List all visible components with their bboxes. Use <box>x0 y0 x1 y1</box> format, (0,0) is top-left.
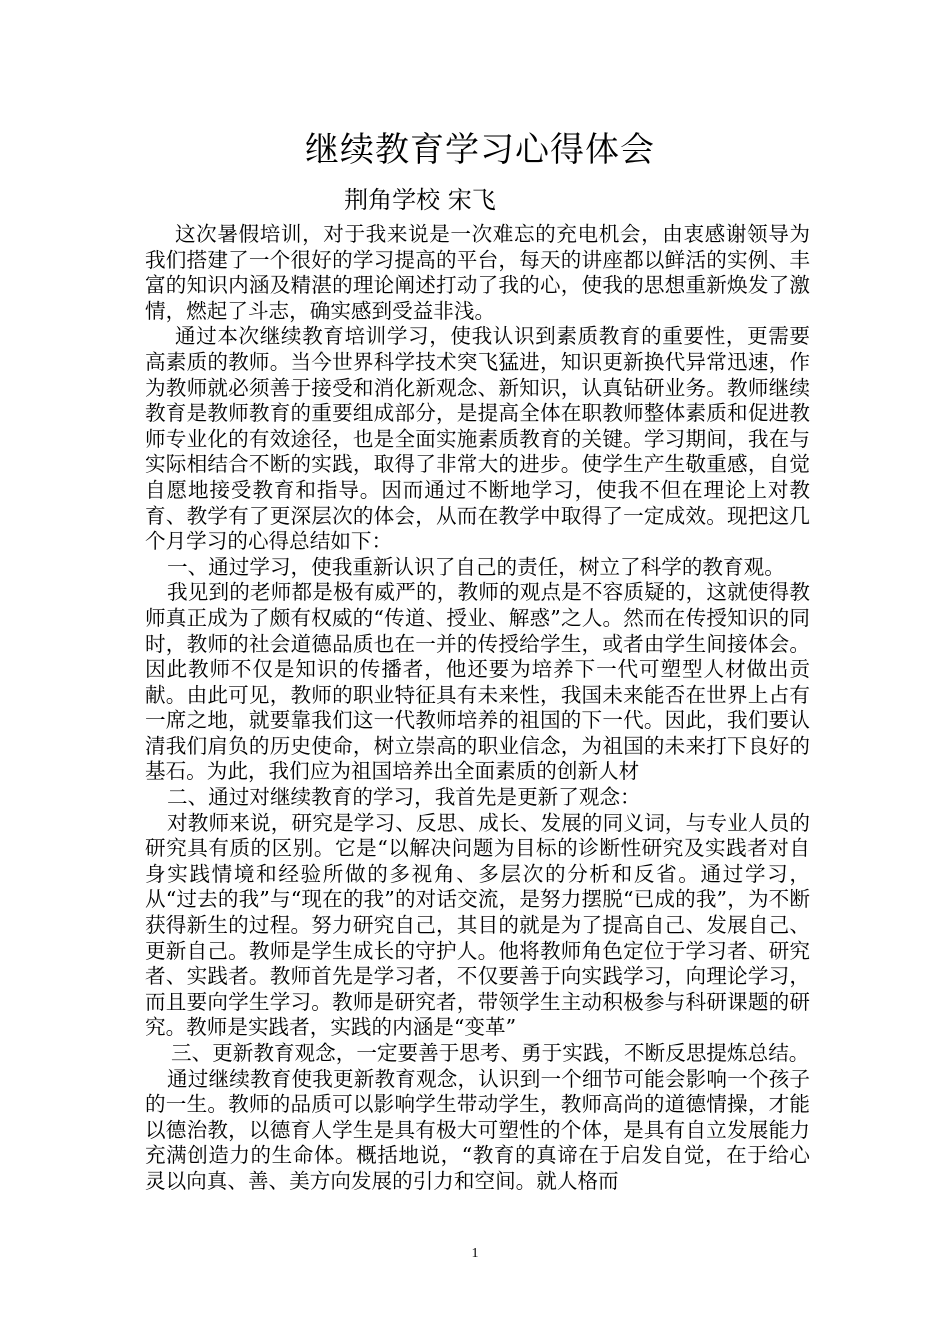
paragraph-section-three: 通过继续教育使我更新教育观念，认识到一个细节可能会影响一个孩子的一生。教师的品质可以影响学生带动学生，教师高尚的道德情操，才能以德治教，以德育人学生是具有极大可塑性的个体，是具有自立发展能力充满创造力的生命体。概括地说，“教育的真谛在于启发自觉，在于给心灵以向真、善、美方向发展的引力和空间。就人格而 <box>145 1066 810 1193</box>
paragraph-training: 通过本次继续教育培训学习，使我认识到素质教育的重要性，更需要高素质的教师。当今世界科学技术突飞猛进，知识更新换代异常迅速，作为教师就必须善于接受和消化新观念、新知识，认真钻研业务。教师继续教育是教师教育的重要组成部分，是提高全体在职教师整体素质和促进教师专业化的有效途径，也是全面实施素质教育的关键。学习期间，我在与实际相结合不断的实践，取得了非常大的进步。使学生产生敬重感，自觉自愿地接受教育和指导。因而通过不断地学习，使我不但在理论上对教育、教学有了更深层次的体会，从而在教学中取得了一定成效。现把这几个月学习的心得总结如下： <box>145 324 810 554</box>
document-title: 继续教育学习心得体会 <box>305 130 655 170</box>
paragraph-section-two: 对教师来说，研究是学习、反思、成长、发展的同义词，与专业人员的研究具有质的区别。它是“以解决问题为目标的诊断性研究及实践者对自身实践情境和经验所做的多视角、多层次的分析和反省。通过学习，从“过去的我”与“现在的我”的对话交流，是努力摆脱“已成的我”，为不断获得新生的过程。努力研究自己，其目的就是为了提高自己、发展自己、更新自己。教师是学生成长的守护人。他将教师角色定位于学习者、研究者、实践者。教师首先是学习者，不仅要善于向实践学习，向理论学习，而且要向学生学习。教师是研究者，带领学生主动积极参与科研课题的研究。教师是实践者，实践的内涵是“变革” <box>145 810 810 1040</box>
document-author: 荆角学校 宋飞 <box>344 186 496 214</box>
paragraph-intro: 这次暑假培训，对于我来说是一次难忘的充电机会，由衷感谢领导为我们搭建了一个很好的学习提高的平台，每天的讲座都以鲜活的实例、丰富的知识内涵及精湛的理论阐述打动了我的心，使我的思想重新焕发了激情，燃起了斗志，确实感到受益非浅。 <box>145 222 810 323</box>
section-heading-one: 一、通过学习，使我重新认识了自己的责任，树立了科学的教育观。 <box>167 554 785 579</box>
section-heading-two: 二、通过对继续教育的学习，我首先是更新了观念： <box>167 785 641 810</box>
paragraph-section-one: 我见到的老师都是极有威严的，教师的观点是不容质疑的，这就使得教师真正成为了颇有权威的“传道、授业、解惑”之人。然而在传授知识的同时，教师的社会道德品质也在一并的传授给学生，或者由学生间接体会。因此教师不仅是知识的传播者，他还要为培养下一代可塑型人材做出贡献。由此可见，教师的职业特征具有未来性，我国未来能否在世界上占有一席之地，就要靠我们这一代教师培养的祖国的下一代。因此，我们要认清我们肩负的历史使命，树立崇高的职业信念，为祖国的未来打下良好的基石。为此，我们应为祖国培养出全面素质的创新人材 <box>145 580 810 784</box>
section-heading-three: 三、更新教育观念，一定要善于思考、勇于实践，不断反思提炼总结。 <box>171 1041 810 1065</box>
document-body <box>145 222 810 1195</box>
page-number: 1 <box>471 1246 479 1261</box>
